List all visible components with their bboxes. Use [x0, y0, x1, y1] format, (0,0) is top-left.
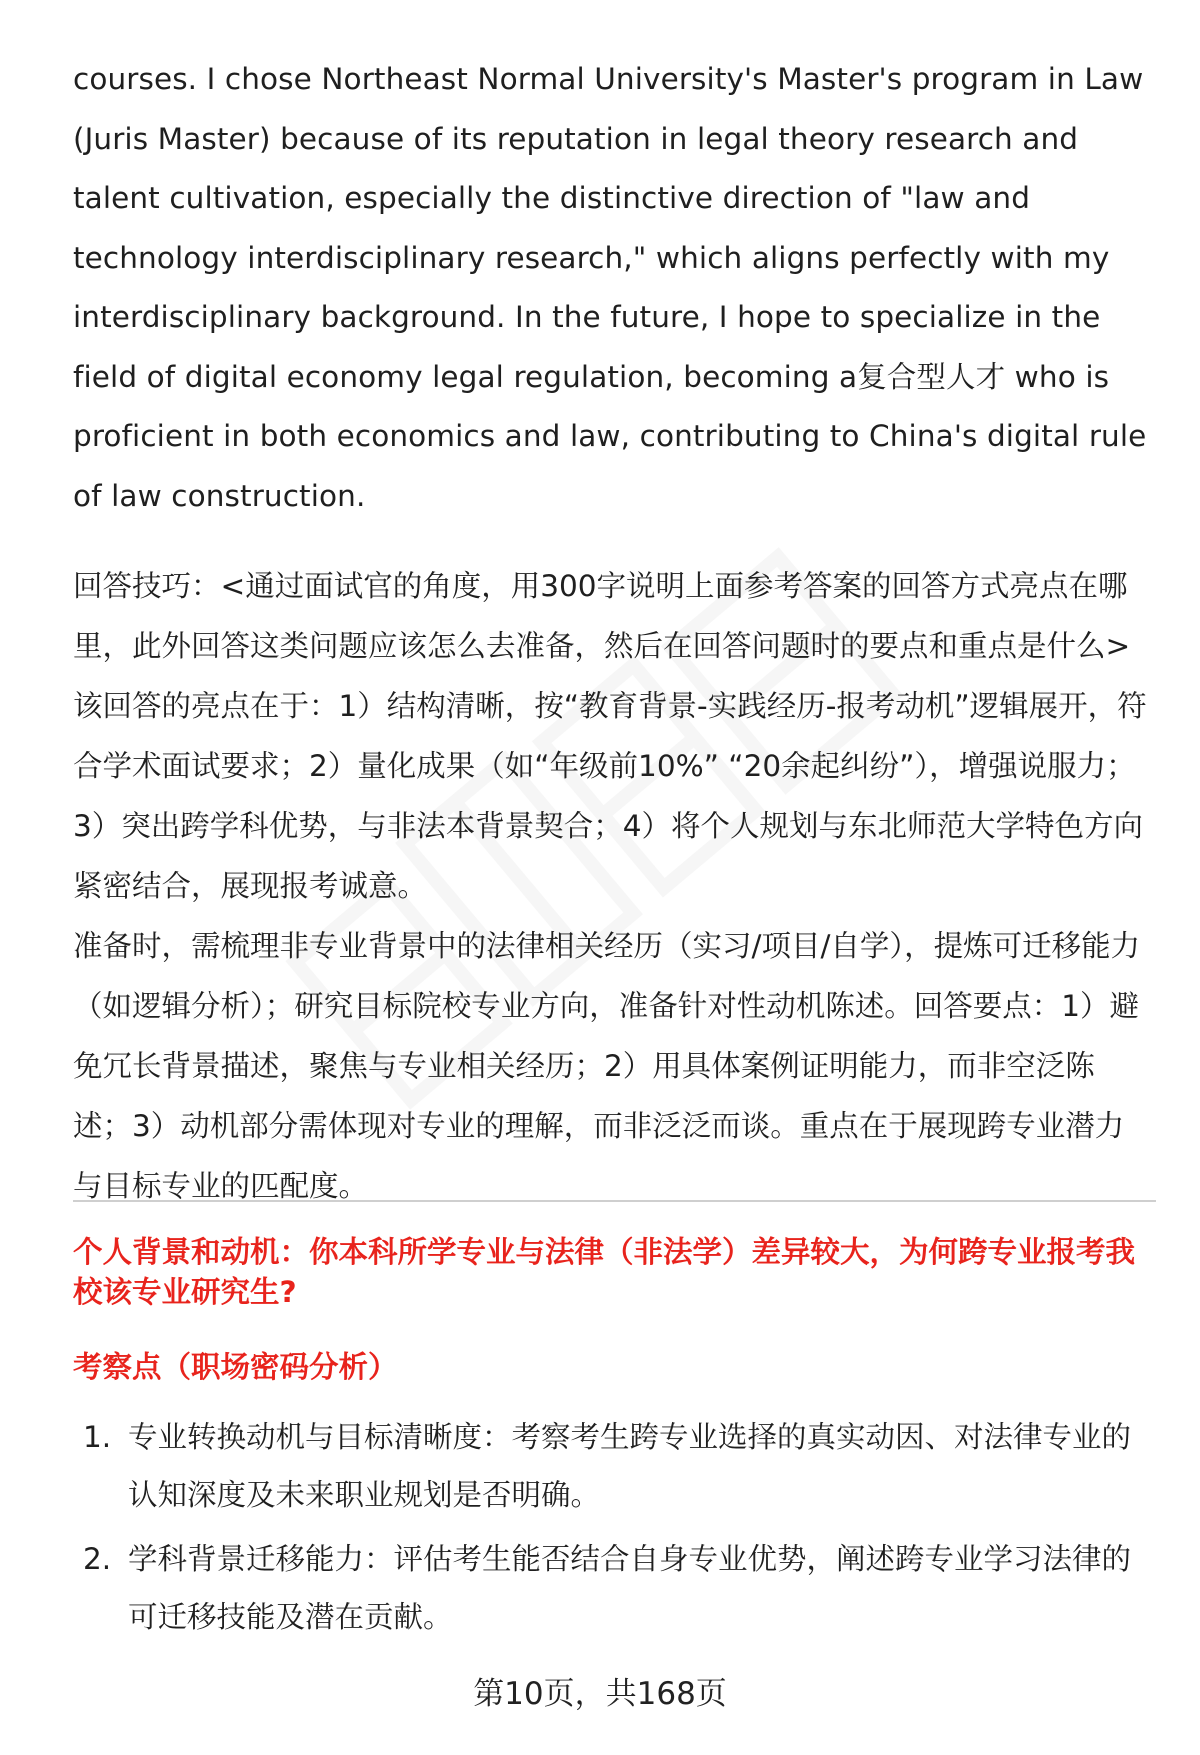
question-heading: 个人背景和动机：你本科所学专业与法律（非法学）差异较大，为何跨专业报考我校该专业研究生?	[73, 1235, 1136, 1309]
list-item	[73, 1530, 1158, 1646]
assessment-points-list	[73, 1408, 1158, 1652]
answer-tips-intro: 回答技巧：<通过面试官的角度，用300字说明上面参考答案的回答方式亮点在哪里，此外回答这类问题应该怎么去准备，然后在回答问题时的要点和重点是什么>	[73, 569, 1131, 663]
answer-tips-section	[73, 556, 1153, 1216]
list-item	[73, 1408, 1158, 1524]
list-item-number: 2.	[83, 1542, 112, 1576]
list-item-text: 专业转换动机与目标清晰度：考察考生跨专业选择的真实动因、对法律专业的认知深度及未来职业规划是否明确。	[128, 1420, 1132, 1512]
section-divider	[73, 1200, 1156, 1202]
answer-tips-preparation: 准备时，需梳理非专业背景中的法律相关经历（实习/项目/自学），提炼可迁移能力（如逻辑分析）；研究目标院校专业方向，准备针对性动机陈述。回答要点：1）避免冗长背景描述，聚焦与专业相关经历；2）用具体案例证明能力，而非空泛陈述；3）动机部分需体现对专业的理解，而非泛泛而谈。重点在于展现跨专业潜力与目标专业的匹配度。	[73, 929, 1141, 1203]
answer-tips-highlights: 该回答的亮点在于：1）结构清晰，按“教育背景-实践经历-报考动机”逻辑展开，符合学术面试要求；2）量化成果（如“年级前10%” “20余起纠纷”），增强说服力；3）突出跨学科优势，与非法本背景契合；4）将个人规划与东北师范大学特色方向紧密结合，展现报考诚意。	[73, 689, 1147, 903]
list-item-number: 1.	[83, 1420, 112, 1454]
assessment-points-heading: 考察点（职场密码分析）	[73, 1350, 398, 1384]
english-answer-paragraph: courses. I chose Northeast Normal University's Master's program in Law (Juris Master) because of its reputation in legal theory research and talent cultivation, especially the distinctive direction of "law and technology interdisciplinary research," which aligns perfectly with my interdisciplinary background. In the future, I hope to specialize in the field of digital economy legal regulation, becoming a复合型人才 who is proficient in both economics and law, contributing to China's digital rule of law construction.	[73, 62, 1147, 513]
list-item-text: 学科背景迁移能力：评估考生能否结合自身专业优势，阐述跨专业学习法律的可迁移技能及潜在贡献。	[128, 1542, 1132, 1634]
main-content	[73, 50, 1153, 1216]
page-number-footer: 第10页，共168页	[473, 1676, 727, 1712]
